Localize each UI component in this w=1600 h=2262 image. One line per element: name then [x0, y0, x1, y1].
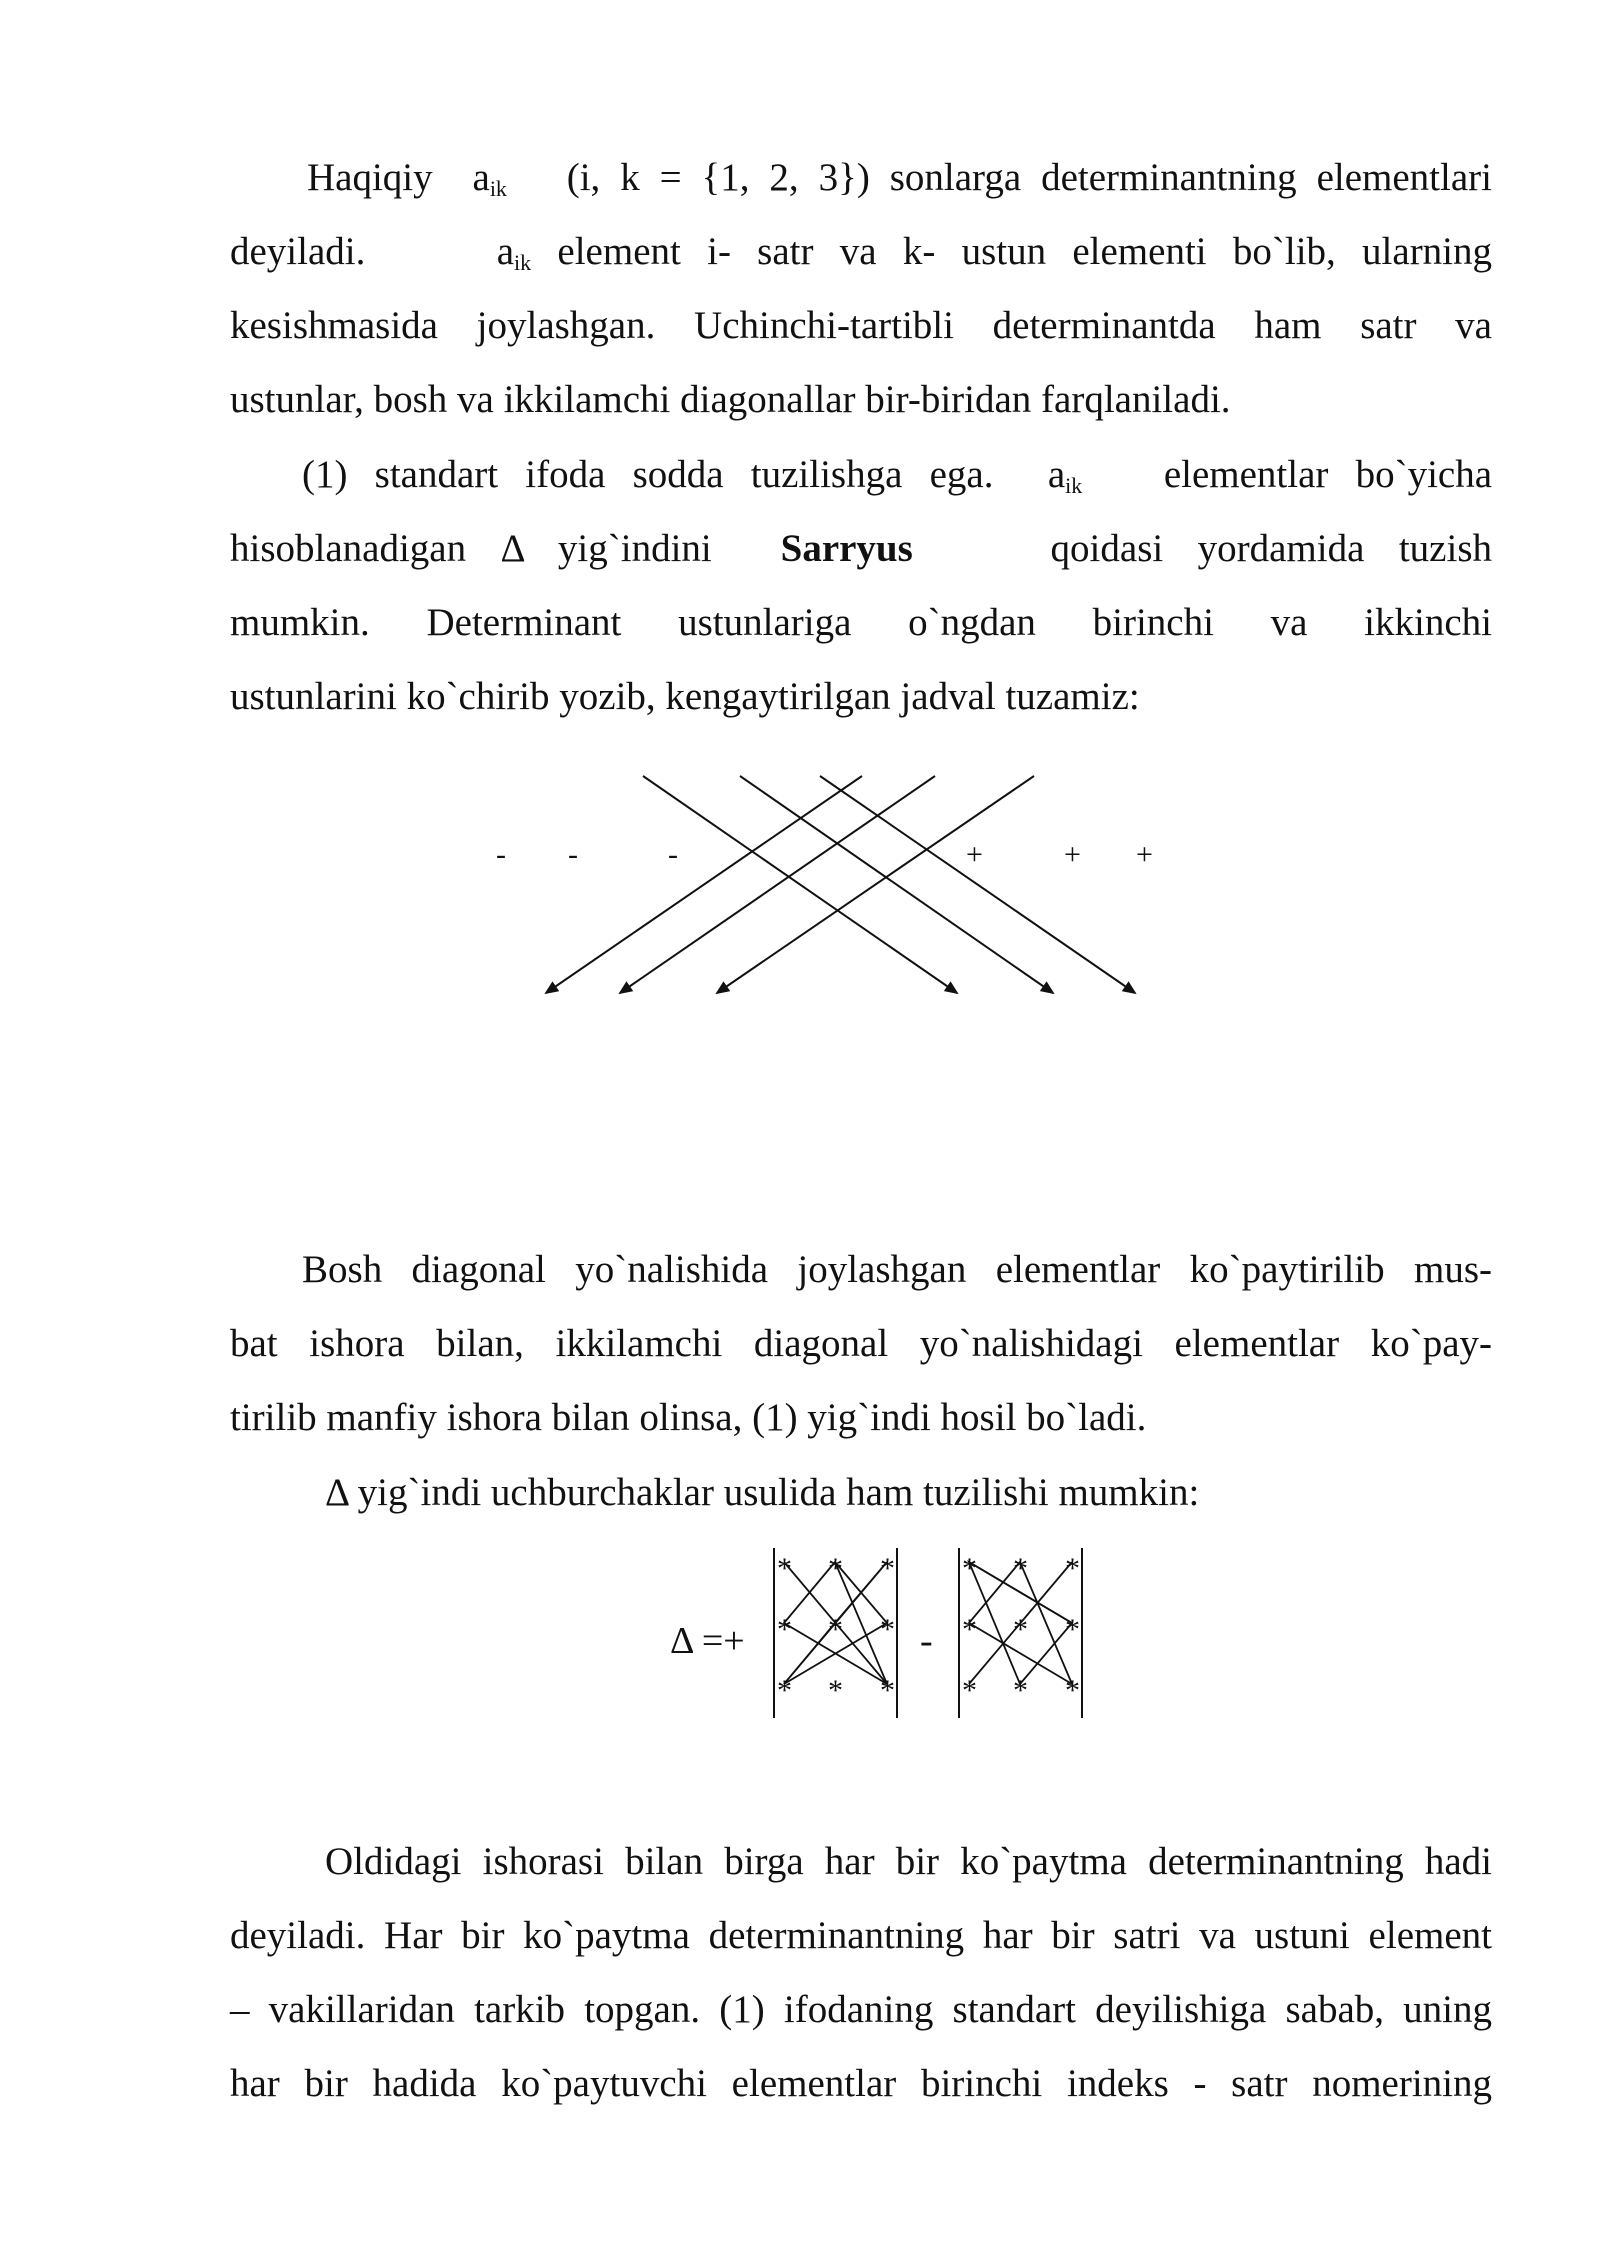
p1-line-4: ustunlar, bosh va ikkilamchi diagonallar bir-biridan farqlaniladi.	[230, 378, 1231, 421]
p4-line-3: – vakillaridan tarkib topgan. (1) ifodaning standart deyilishiga sabab, uning	[230, 1988, 1492, 2031]
text: elementlar bo`yicha	[1163, 453, 1493, 496]
text: Haqiqiy	[307, 156, 433, 199]
star: *	[828, 1674, 843, 1707]
p4-line-2: deyiladi. Har bir ko`paytma determinantning har bir satri va ustuni element	[230, 1914, 1492, 1957]
p2-line-4: ustunlarini ko`chirib yozib, kengaytirilgan jadval tuzamiz:	[230, 675, 1140, 718]
p3-line-2: bat ishora bilan, ikkilamchi diagonal yo`nalishidagi elementlar ko`pay-	[230, 1322, 1492, 1365]
text: hisoblanadigan Δ yig`indini	[230, 527, 712, 570]
subscript: ik	[489, 176, 507, 201]
plus-sign: +	[966, 838, 983, 871]
star: *	[962, 1613, 977, 1646]
star: *	[1065, 1613, 1080, 1646]
minus-sign: -	[668, 838, 678, 871]
star: *	[1013, 1552, 1028, 1585]
star: *	[777, 1613, 792, 1646]
plus-sign: +	[1136, 838, 1153, 871]
p4-line-4: har bir hadida ko`paytuvchi elementlar birinchi indeks - satr nomerining	[230, 2062, 1492, 2105]
star: *	[828, 1613, 843, 1646]
p2-line-3: mumkin. Determinant ustunlariga o`ngdan birinchi va ikkinchi	[230, 601, 1492, 644]
text: deyiladi.	[230, 230, 366, 273]
star: *	[880, 1674, 895, 1707]
delta-equals-plus: Δ =+	[670, 1620, 745, 1662]
minus-sign: -	[568, 838, 578, 871]
star: *	[777, 1674, 792, 1707]
text: (i, k = {1, 2, 3}) sonlarga determinantning elementlari	[566, 156, 1492, 199]
p1-line-3: kesishmasida joylashgan. Uchinchi-tartibli determinantda ham satr va	[230, 304, 1492, 347]
star: *	[880, 1613, 895, 1646]
p3-line-3: tirilib manfiy ishora bilan olinsa, (1) yig`indi hosil bo`ladi.	[230, 1396, 1147, 1439]
star: *	[1013, 1613, 1028, 1646]
text: (1) standart ifoda sodda tuzilishga ega.	[302, 453, 994, 496]
plus-sign: +	[1064, 838, 1081, 871]
text: element i- satr va k- ustun elementi bo`lib, ularning	[557, 230, 1493, 273]
star: *	[880, 1552, 895, 1585]
star: *	[828, 1552, 843, 1585]
star: *	[962, 1552, 977, 1585]
star: *	[777, 1552, 792, 1585]
p3-line-1: Bosh diagonal yo`nalishida joylashgan elementlar ko`paytirilib mus-	[302, 1248, 1492, 1291]
text: a	[496, 230, 515, 273]
p4-line-1: Oldidagi ishorasi bilan birga har bir ko`paytma determinantning hadi	[325, 1840, 1492, 1883]
text: a	[1047, 453, 1066, 496]
star: *	[1065, 1674, 1080, 1707]
minus-sign: -	[496, 838, 506, 871]
star: *	[1065, 1552, 1080, 1585]
star: *	[962, 1674, 977, 1707]
text: qoidasi yordamida tuzish	[1050, 527, 1493, 570]
subscript: ik	[1065, 473, 1083, 498]
text: a	[472, 156, 490, 199]
star: *	[1013, 1674, 1028, 1707]
bold-term: Sarryus	[780, 527, 913, 570]
minus-sign: -	[920, 1620, 933, 1662]
p3-line-4: Δ yig`indi uchburchaklar usulida ham tuzilishi mumkin:	[325, 1471, 1200, 1514]
subscript: ik	[514, 250, 532, 275]
